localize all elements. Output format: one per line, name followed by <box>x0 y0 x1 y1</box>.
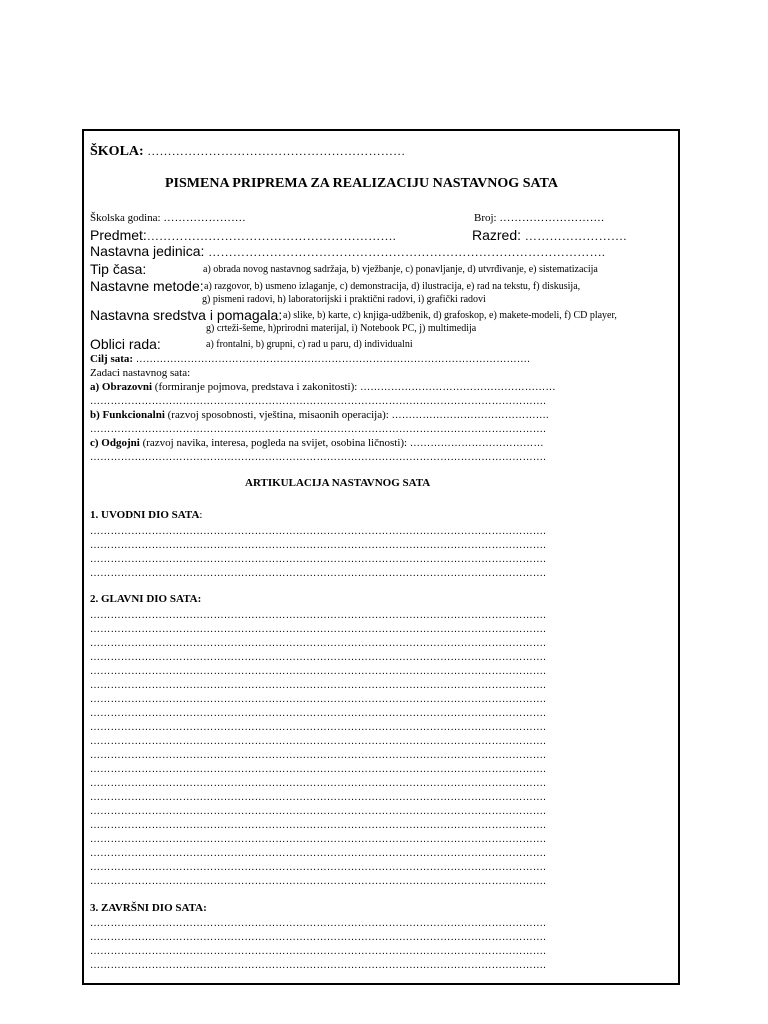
glavni-line[interactable]: ……………………………………………………………………………………………………………………. <box>90 750 546 761</box>
glavni-line[interactable]: ……………………………………………………………………………………………………………………. <box>90 666 546 677</box>
glavni-line[interactable]: ……………………………………………………………………………………………………………………. <box>90 862 546 873</box>
glavni-line[interactable]: ……………………………………………………………………………………………………………………. <box>90 876 546 887</box>
glavni-line[interactable]: ……………………………………………………………………………………………………………………. <box>90 652 546 663</box>
metode-label: Nastavne metode: <box>90 278 204 294</box>
metode-options-1[interactable]: a) razgovor, b) usmeno izlaganje, c) demonstracija, d) ilustracija, e) rad na tekstu, f) diskusija, <box>204 281 581 292</box>
glavni-line[interactable]: ……………………………………………………………………………………………………………………. <box>90 708 546 719</box>
artikulacija-title: ARTIKULACIJA NASTAVNOG SATA <box>245 477 431 489</box>
glavni-line[interactable]: ……………………………………………………………………………………………………………………. <box>90 624 546 635</box>
obrazovni-input[interactable]: ………………………………………………… <box>360 382 556 393</box>
uvodni-line[interactable]: ……………………………………………………………………………………………………………………. <box>90 568 546 579</box>
school-year-input[interactable]: …………………. <box>163 212 246 224</box>
funkcionalni-line[interactable]: ……………………………………………………………………………………………………………………. <box>90 424 546 435</box>
sredstva-label: Nastavna sredstva i pomagala: <box>90 307 283 323</box>
glavni-label: 2. GLAVNI DIO SATA: <box>90 593 202 605</box>
obrazovni-field: a) Obrazovni (formiranje pojmova, predstava i zakonitosti): ………………………………………………… <box>90 381 556 393</box>
school-label: ŠKOLA: ……………………………………………………… <box>90 144 406 159</box>
page-title: PISMENA PRIPREMA ZA REALIZACIJU NASTAVNOG SATA <box>165 176 558 191</box>
razred-field: Razred: ……………………. <box>472 227 627 243</box>
cilj-field: Cilj sata: ……………………………………………………………………………………………………. <box>90 353 531 365</box>
zadaci-label: Zadaci nastavnog sata: <box>90 367 191 379</box>
uvodni-line[interactable]: ……………………………………………………………………………………………………………………. <box>90 540 546 551</box>
funkcionalni-input[interactable]: ………………………………………. <box>391 410 549 421</box>
jedinica-field: Nastavna jedinica: ……………………………………………………………………………………. <box>90 243 606 259</box>
school-dots[interactable]: ……………………………………………………… <box>147 144 406 158</box>
glavni-line[interactable]: ……………………………………………………………………………………………………………………. <box>90 610 546 621</box>
funkcionalni-field: b) Funkcionalni (razvoj sposobnosti, vještina, misaonih operacija): ………………………………………. <box>90 409 549 421</box>
oblici-label: Oblici rada: <box>90 336 161 352</box>
glavni-line[interactable]: ……………………………………………………………………………………………………………………. <box>90 848 546 859</box>
tip-label: Tip časa: <box>90 261 147 277</box>
odgojni-field: c) Odgojni (razvoj navika, interesa, pogleda na svijet, osobina ličnosti): ………………………………… <box>90 437 544 449</box>
glavni-line[interactable]: ……………………………………………………………………………………………………………………. <box>90 736 546 747</box>
glavni-line[interactable]: ……………………………………………………………………………………………………………………. <box>90 792 546 803</box>
metode-options-2[interactable]: g) pismeni radovi, h) laboratorijski i praktični radovi, i) grafički radovi <box>202 294 486 305</box>
odgojni-line[interactable]: ……………………………………………………………………………………………………………………. <box>90 452 546 463</box>
zavrsni-line[interactable]: ……………………………………………………………………………………………………………………. <box>90 918 546 929</box>
predmet-field: Predmet:……………………………………………………. <box>90 227 397 243</box>
glavni-line[interactable]: ……………………………………………………………………………………………………………………. <box>90 722 546 733</box>
predmet-input[interactable]: ……………………………………………………. <box>146 229 397 243</box>
glavni-line[interactable]: ……………………………………………………………………………………………………………………. <box>90 834 546 845</box>
glavni-line[interactable]: ……………………………………………………………………………………………………………………. <box>90 638 546 649</box>
zavrsni-label: 3. ZAVRŠNI DIO SATA: <box>90 902 207 914</box>
oblici-options[interactable]: a) frontalni, b) grupni, c) rad u paru, d) individualni <box>206 339 413 350</box>
glavni-line[interactable]: ……………………………………………………………………………………………………………………. <box>90 778 546 789</box>
zavrsni-line[interactable]: ……………………………………………………………………………………………………………………. <box>90 960 546 971</box>
sredstva-options-2[interactable]: g) crteži-šeme, h)prirodni materijal, i) Notebook PC, j) multimedija <box>206 323 477 334</box>
tip-options[interactable]: a) obrada novog nastavnog sadržaja, b) vježbanje, c) ponavljanje, d) utvrđivanje, e) sistematizacija <box>203 264 598 275</box>
odgojni-input[interactable]: ………………………………… <box>409 438 544 449</box>
broj-field: Broj: ………………………. <box>474 212 605 224</box>
obrazovni-line[interactable]: ……………………………………………………………………………………………………………………. <box>90 396 546 407</box>
school-year-field: Školska godina: …………………. <box>90 212 246 224</box>
zavrsni-line[interactable]: ……………………………………………………………………………………………………………………. <box>90 946 546 957</box>
glavni-line[interactable]: ……………………………………………………………………………………………………………………. <box>90 820 546 831</box>
cilj-input[interactable]: ……………………………………………………………………………………………………. <box>135 354 531 365</box>
glavni-line[interactable]: ……………………………………………………………………………………………………………………. <box>90 806 546 817</box>
jedinica-input[interactable]: ……………………………………………………………………………………. <box>208 245 606 259</box>
uvodni-label: 1. UVODNI DIO SATA: <box>90 509 203 521</box>
glavni-line[interactable]: ……………………………………………………………………………………………………………………. <box>90 764 546 775</box>
glavni-line[interactable]: ……………………………………………………………………………………………………………………. <box>90 694 546 705</box>
uvodni-line[interactable]: ……………………………………………………………………………………………………………………. <box>90 526 546 537</box>
uvodni-line[interactable]: ……………………………………………………………………………………………………………………. <box>90 554 546 565</box>
sredstva-options-1[interactable]: a) slike, b) karte, c) knjiga-udžbenik, d) grafoskop, e) makete-modeli, f) CD player, <box>283 310 617 321</box>
zavrsni-line[interactable]: ……………………………………………………………………………………………………………………. <box>90 932 546 943</box>
glavni-line[interactable]: ……………………………………………………………………………………………………………………. <box>90 680 546 691</box>
razred-input[interactable]: ……………………. <box>524 229 627 243</box>
broj-input[interactable]: ………………………. <box>499 212 605 224</box>
